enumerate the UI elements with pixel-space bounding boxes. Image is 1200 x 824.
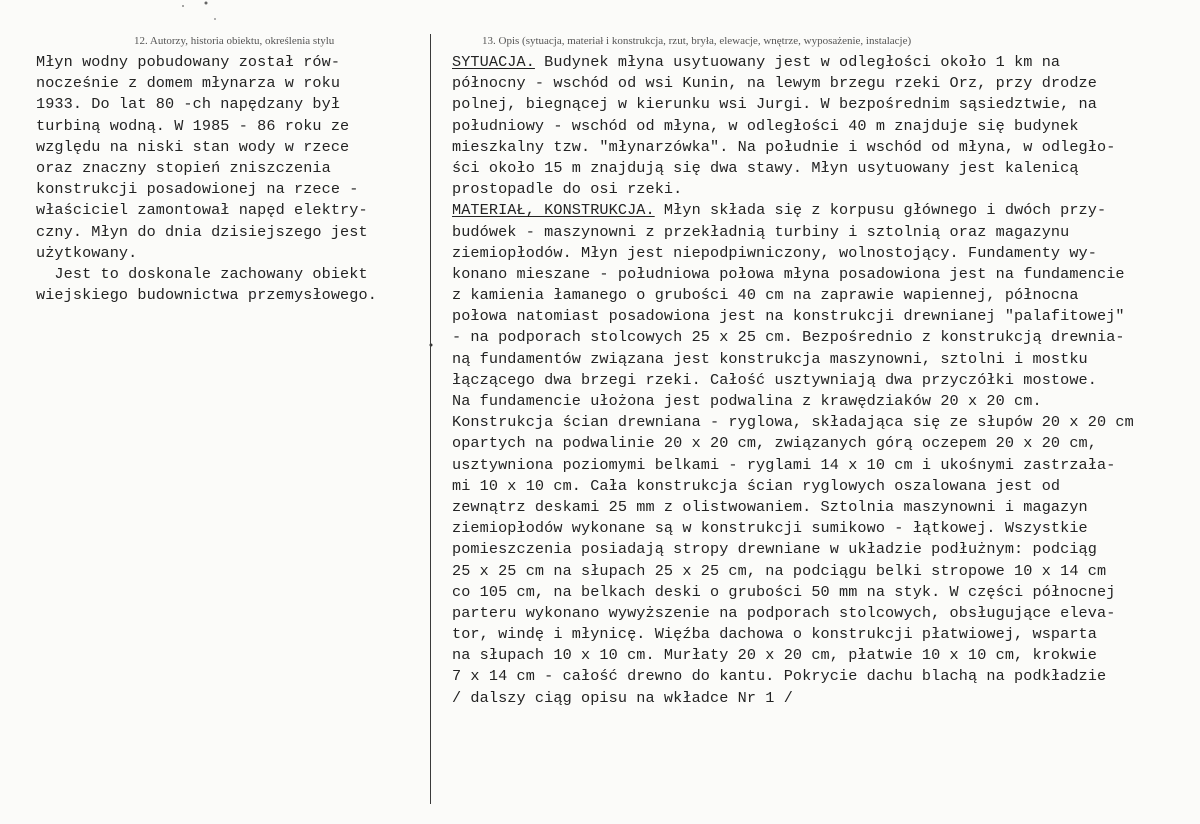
description-line-text: ną fundamentów związana jest konstrukcja maszynowni, sztolni i mostku <box>452 349 1088 368</box>
description-line-text: co 105 cm, na belkach deski o grubości 50 mm na styk. W części północnej <box>452 582 1116 601</box>
history-line: oraz znaczny stopień zniszczenia <box>36 158 331 177</box>
description-line <box>452 116 1187 137</box>
description-line <box>452 688 1187 709</box>
description-line-text: na słupach 10 x 10 cm. Murłaty 20 x 20 cm, płatwie 10 x 10 cm, krokwie <box>452 646 1097 665</box>
description-line-text: 7 x 14 cm - całość drewno do kantu. Pokrycie dachu blachą na podkładzie <box>452 667 1107 686</box>
header-authors-history: 12. Autorzy, historia obiektu, określenia stylu <box>134 35 335 47</box>
description-line-text: łączącego dwa brzegi rzeki. Całość usztywniają dwa przyczółki mostowe. <box>452 370 1097 389</box>
description-line-text: konano mieszane - południowa połowa młyna posadowiona jest na fundamencie <box>452 264 1125 283</box>
description-line-text: zewnątrz deskami 25 mm z olistwowaniem. Sztolnia maszynowni i magazyn <box>452 497 1088 516</box>
description-line-text: ziemiopłodów wykonane są w konstrukcji sumikowo - łątkowej. Wszystkie <box>452 519 1088 538</box>
history-line: nocześnie z domem młynarza w roku <box>36 74 341 93</box>
description-line-text: z kamienia łamanego o grubości 40 cm na zaprawie wapiennej, północna <box>452 286 1079 305</box>
description-line-text: opartych na podwalinie 20 x 20 cm, związanych górą oczepem 20 x 20 cm, <box>452 434 1097 453</box>
description-line <box>452 455 1187 476</box>
description-line <box>452 243 1187 264</box>
history-line: względu na niski stan wody w rzece <box>36 137 350 156</box>
description-line-text: budówek - maszynowni z przekładnią turbiny i sztolnią oraz magazynu <box>452 222 1070 241</box>
description-line <box>452 603 1187 624</box>
history-line: wiejskiego budownictwa przemysłowego. <box>36 286 377 305</box>
history-line: Jest to doskonale zachowany obiekt <box>36 264 368 283</box>
description-line <box>452 518 1187 539</box>
description-line-text: 25 x 25 cm na słupach 25 x 25 cm, na podciągu belki stropowe 10 x 14 cm <box>452 561 1107 580</box>
description-line <box>452 539 1187 560</box>
description-line <box>452 349 1187 370</box>
description-line <box>452 137 1187 158</box>
description-line-text: usztywniona poziomymi belkami - ryglami 14 x 10 cm i ukośnymi zastrzała- <box>452 455 1116 474</box>
description-line-text: parteru wykonano wywyższenie na podporach stolcowych, obsługujące eleva- <box>452 603 1116 622</box>
description-line <box>452 94 1187 115</box>
description-line-text: Budynek młyna usytuowany jest w odległości około 1 km na <box>534 53 1061 71</box>
history-line: turbiną wodną. W 1985 - 86 roku ze <box>36 116 350 135</box>
description-line-text: / dalszy ciąg opisu na wkładce Nr 1 / <box>452 688 793 707</box>
description-line <box>452 285 1187 306</box>
description-line-text: - na podporach stolcowych 25 x 25 cm. Bezpośrednio z konstrukcją drewnia- <box>452 328 1125 347</box>
description-line-text: prostopadle do osi rzeki. <box>452 180 683 199</box>
description-line-text: Na fundamencie ułożona jest podwalina z krawędziaków 20 x 20 cm. <box>452 392 1042 410</box>
description-line <box>452 433 1187 454</box>
history-line: 1933. Do lat 80 -ch napędzany był <box>36 95 341 114</box>
description-line-text: Konstrukcja ścian drewniana - ryglowa, składająca się ze słupów 20 x 20 cm <box>452 413 1134 432</box>
description-line-text: tor, windę i młynicę. Więźba dachowa o konstrukcji płatwiowej, wsparta <box>452 625 1097 644</box>
description-line <box>452 158 1187 179</box>
history-text <box>36 52 428 306</box>
description-line <box>452 476 1187 497</box>
history-line: właściciel zamontował napęd elektry- <box>36 201 368 220</box>
description-line <box>452 666 1187 687</box>
section-heading: SYTUACJA. <box>452 53 535 71</box>
description-line <box>452 306 1187 327</box>
history-line: czny. Młyn do dnia dzisiejszego jest <box>36 222 368 241</box>
section-heading: MATERIAŁ, KONSTRUKCJA. <box>452 201 655 220</box>
history-line: użytkowany. <box>36 243 138 262</box>
description-line-text: połowa natomiast posadowiona jest na konstrukcji drewnianej "palafitowej" <box>452 307 1125 326</box>
header-description: 13. Opis (sytuacja, materiał i konstrukcja, rzut, bryła, elewacje, wnętrze, wyposażenie, instalacje) <box>482 35 912 47</box>
description-line-text: ziemiopłodów. Młyn jest niepodpiwniczony, wolnostojący. Fundamenty wy- <box>452 243 1097 262</box>
description-text <box>452 52 1187 709</box>
description-line-text: polnej, biegnącej w kierunku wsi Jurgi. W bezpośrednim sąsiedztwie, na <box>452 95 1097 114</box>
description-line-text: pomieszczenia posiadają stropy drewniane w układzie podłużnym: podciąg <box>452 540 1097 559</box>
description-line-text: Młyn składa się z korpusu głównego i dwóch przy- <box>654 201 1107 220</box>
description-line <box>452 391 1187 412</box>
description-line <box>452 412 1187 433</box>
history-line: konstrukcji posadowionej na rzece - <box>36 180 359 199</box>
description-line <box>452 370 1187 391</box>
column-divider <box>430 34 431 804</box>
description-line <box>452 264 1187 285</box>
description-line <box>452 561 1187 582</box>
description-line-text: mi 10 x 10 cm. Cała konstrukcja ścian ryglowych oszalowana jest od <box>452 476 1061 495</box>
history-line: Młyn wodny pobudowany został rów- <box>36 53 341 71</box>
description-line-text: mieszkalny tzw. "młynarzówka". Na południe i wschód od młyna, w odległo- <box>452 137 1116 156</box>
description-line-text: północny - wschód od wsi Kunin, na lewym brzegu rzeki Orz, przy drodze <box>452 74 1097 93</box>
description-line <box>452 179 1187 200</box>
description-line <box>452 222 1187 243</box>
description-line <box>452 624 1187 645</box>
description-line <box>452 200 1187 221</box>
description-line <box>452 497 1187 518</box>
description-line <box>452 582 1187 603</box>
description-line <box>452 52 1187 73</box>
description-line <box>452 645 1187 666</box>
description-line <box>452 73 1187 94</box>
description-line-text: południowy - wschód od młyna, w odległości 40 m znajduje się budynek <box>452 116 1079 135</box>
description-line <box>452 327 1187 348</box>
description-line-text: ści około 15 m znajdują się dwa stawy. Młyn usytuowany jest kalenicą <box>452 158 1079 177</box>
